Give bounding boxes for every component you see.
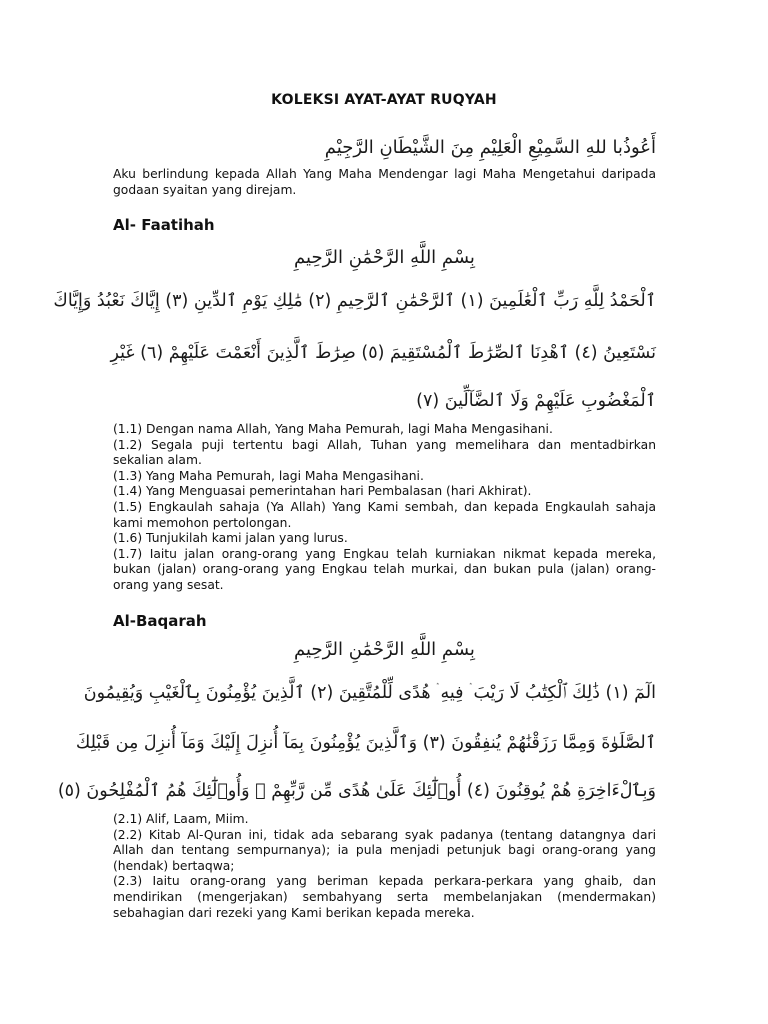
section-heading-fatihah: Al- Faatihah [113, 216, 215, 234]
fatihah-arabic-line: ٱلْحَمْدُ لِلَّهِ رَبِّ ٱلْعَٰلَمِينَ (١) ٱلرَّحْمَٰنِ ٱلرَّحِيمِ (٢) مَٰلِكِ يَوْمِ ٱلدِّينِ (٣) إِيَّاكَ نَعْبُدُ وَإِيَّاكَ [53, 291, 656, 311]
fatihah-basmala: بِسْمِ اللَّهِ الرَّحْمَٰنِ الرَّحِيمِ [294, 247, 475, 268]
baqarah-arabic-line: الٓمٓ (١) ذَٰلِكَ ٱلْكِتَٰبُ لَا رَيْبَ ۛ فِيهِ ۛ هُدًى لِّلْمُتَّقِينَ (٢) ٱلَّذِينَ يُؤْمِنُونَ بِٱلْغَيْبِ وَيُقِيمُونَ [83, 683, 656, 703]
translation-line: (1.3) Yang Maha Pemurah, lagi Maha Mengasihani. [113, 468, 424, 483]
section-heading-baqarah: Al-Baqarah [113, 612, 207, 630]
fatihah-translation [113, 422, 656, 594]
translation-line: (2.1) Alif, Laam, Miim. [113, 812, 249, 826]
fatihah-arabic-line: نَسْتَعِينُ (٤) ٱهْدِنَا ٱلصِّرَٰطَ ٱلْمُسْتَقِيمَ (٥) صِرَٰطَ ٱلَّذِينَ أَنْعَمْتَ عَلَيْهِمْ (٦) غَيْرِ [110, 343, 656, 363]
translation-line: (1.1) Dengan nama Allah, Yang Maha Pemurah, lagi Maha Mengasihani. [113, 422, 553, 436]
taawwudh-translation: Aku berlindung kepada Allah Yang Maha Mendengar lagi Maha Mengetahui daripada godaan syaitan yang direjam. [113, 167, 656, 197]
translation-line: (1.2) Segala puji tertentu bagi Allah, Tuhan yang memelihara dan mentadbirkan sekalian alam. [113, 437, 656, 468]
translation-line: (1.4) Yang Menguasai pemerintahan hari Pembalasan (hari Akhirat). [113, 484, 532, 499]
translation-line: (1.5) Engkaulah sahaja (Ya Allah) Yang Kami sembah, dan kepada Engkaulah sahaja kami memohon pertolongan. [113, 499, 656, 530]
page-title: KOLEKSI AYAT-AYAT RUQYAH [271, 92, 497, 108]
fatihah-arabic-line: ٱلْمَغْضُوبِ عَلَيْهِمْ وَلَا ٱلضَّآلِّينَ (٧) [416, 391, 656, 411]
baqarah-basmala: بِسْمِ اللَّهِ الرَّحْمَٰنِ الرَّحِيمِ [294, 639, 475, 660]
baqarah-arabic-line: وَبِٱلْءَاخِرَةِ هُمْ يُوقِنُونَ (٤) أُو۟لَٰٓئِكَ عَلَىٰ هُدًى مِّن رَّبِّهِمْ ۖ وَأُو۟لَٰٓئِكَ هُمُ ٱلْمُفْلِحُونَ (٥) [57, 781, 656, 801]
taawwudh-arabic: أَعُوذُبا للهِ السَّمِيْعِ الْعَلِيْمِ مِنَ الشَّيْطَانِ الرَّجِيْمِ [324, 137, 656, 158]
baqarah-arabic-line: ٱلصَّلَوٰةَ وَمِمَّا رَزَقْنَٰهُمْ يُنفِقُونَ (٣) وَٱلَّذِينَ يُؤْمِنُونَ بِمَآ أُنزِلَ إِلَيْكَ وَمَآ أُنزِلَ مِن قَبْلِكَ [75, 733, 656, 753]
translation-line: (1.7) Iaitu jalan orang-orang yang Engkau telah kurniakan nikmat kepada mereka, bukan (jalan) orang-orang yang Engkau telah murkai, dan bukan pula (jalan) orang-orang yang sesat. [113, 546, 656, 592]
translation-line: (2.3) Iaitu orang-orang yang beriman kepada perkara-perkara yang ghaib, dan mendirikan (mengerjakan) sembahyang serta membelanjakan (mendermakan) sebahagian dari rezeki yang Kami berikan kepada mereka. [113, 874, 656, 920]
translation-line: (2.2) Kitab Al-Quran ini, tidak ada sebarang syak padanya (tentang datangnya dari Allah dan tentang sempurnanya); ia pula menjadi petunjuk bagi orang-orang yang (hendak) bertaqwa; [113, 827, 656, 873]
baqarah-translation [113, 812, 656, 921]
translation-line: (1.6) Tunjukilah kami jalan yang lurus. [113, 531, 348, 546]
